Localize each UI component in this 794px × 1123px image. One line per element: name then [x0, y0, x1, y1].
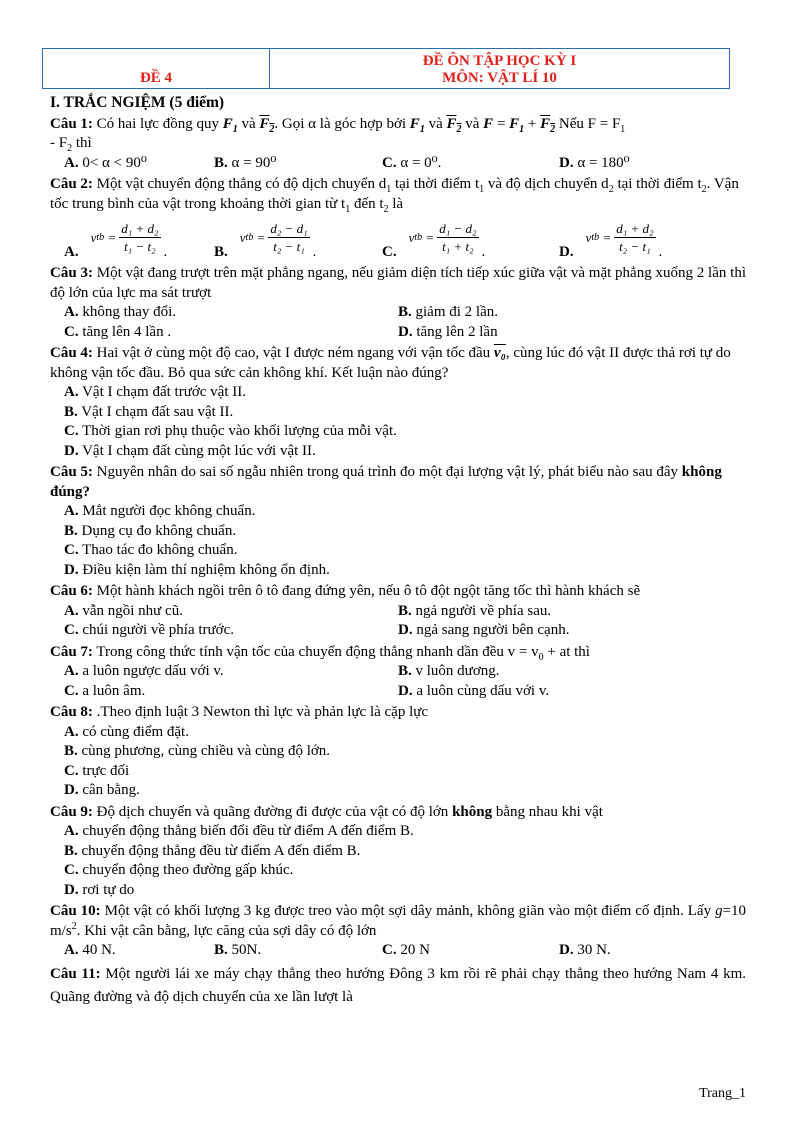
exam-header: [42, 48, 730, 89]
question-2-options: [50, 214, 746, 262]
q8-option-d[interactable]: D. cân bằng.: [64, 782, 140, 798]
q4-option-d[interactable]: D. Vật I chạm đất cùng một lúc với vật II.: [64, 442, 316, 459]
q6-option-b[interactable]: B. ngả người về phía sau.: [398, 602, 552, 619]
exam-code: ĐỀ 4: [43, 49, 270, 89]
q10-option-a[interactable]: A. 40 N.: [64, 942, 116, 958]
question-11-stem: Câu 11: Một người lái xe máy chạy thẳng theo hướng Đông 3 km rồi rẽ phải chạy thẳng theo hướng Nam 4 km. Quãng đường và độ dịch chuyển của xe lần lượt là: [50, 965, 747, 1005]
q7-option-b[interactable]: B. v luôn dương.: [398, 663, 500, 679]
question-8: [50, 703, 746, 801]
q2-option-a[interactable]: A. v tb = d₁ + d₂ t₁ − t₂ .: [64, 221, 168, 260]
q10-option-c[interactable]: C. 20 N: [382, 942, 430, 958]
question-5-stem: Câu 5: Nguyên nhân do sai số ngẫu nhiên trong quá trình đo một đại lượng vật lý, phát biểu nào sau đây không đúng?: [50, 464, 722, 500]
question-9: [50, 803, 746, 901]
question-2: [50, 175, 746, 262]
question-4-stem: Câu 4: Hai vật ở cùng một độ cao, vật I được ném ngang với vận tốc đầu v₀, cùng lúc đó vật II được thả rơi tự do không vận tốc đầu. Bỏ qua sức cản không khí. Kết luận nào đúng?: [50, 345, 731, 381]
question-11: [50, 963, 746, 1009]
q4-option-c[interactable]: C. Thời gian rơi phụ thuộc vào khối lượng của mỗi vật.: [64, 423, 397, 439]
question-2-stem: Câu 2: Một vật chuyển động thẳng có độ dịch chuyển $d_1$ tại thời điểm $t_1$ và độ dịch chuyển $d_2$ tại thời điểm $t_2$. Vận tốc trung bình của vật trong khoảng thời gian từ $t_1$ đến $t_2$ là: [50, 176, 739, 215]
question-6: [50, 582, 746, 641]
q3-option-b[interactable]: B. giảm đi 2 lần.: [398, 304, 499, 320]
q5-option-b[interactable]: B. Dụng cụ đo không chuẩn.: [64, 522, 237, 539]
question-3-stem: Câu 3: Một vật đang trượt trên mặt phẳng ngang, nếu giảm diện tích tiếp xúc giữa vật và mặt phẳng xuống 2 lần thì độ lớn của lực ma sát trượt: [50, 265, 746, 301]
q2-option-c[interactable]: C. v tb = d₁ − d₂ t₁ + t₂ .: [382, 221, 486, 260]
question-1: Câu 1: Có hai lực đồng quy $F_1$ và $F_2$. Gọi α là góc hợp bởi $F_1$ và $F_2$ và $F = F_1 + F_2$ Nếu $F = F_1$ - $F_2$ thì A. 0< α < 90⁰ B. α = 90⁰ C. α = 0⁰. D. α = 180⁰: [50, 115, 746, 174]
section-title: I. TRẮC NGIỆM (5 điểm): [50, 94, 225, 111]
q7-option-d[interactable]: D. a luôn cùng dấu với v.: [398, 682, 550, 699]
q9-option-d[interactable]: D. rơi tự do: [64, 881, 135, 898]
question-5: [50, 463, 746, 580]
q6-option-d[interactable]: D. ngả sang người bên cạnh.: [398, 622, 570, 638]
q7-option-c[interactable]: C. a luôn âm.: [64, 682, 146, 699]
q6-option-c[interactable]: C. chúi người về phía trước.: [64, 622, 235, 638]
q4-option-b[interactable]: B. Vật I chạm đất sau vật II.: [64, 403, 234, 420]
question-3: [50, 264, 746, 342]
q3-option-c[interactable]: C. tăng lên 4 lần .: [64, 323, 172, 340]
q3-option-d[interactable]: D. tăng lên 2 lần: [398, 323, 498, 340]
q4-option-a[interactable]: A. Vật I chạm đất trước vật II.: [64, 384, 246, 400]
q9-option-a[interactable]: A. chuyển động thẳng biến đổi đều từ điểm A đến điểm B.: [64, 823, 414, 839]
q5-option-c[interactable]: C. Thao tác đo không chuẩn.: [64, 542, 238, 558]
question-10-stem: Câu 10: Một vật có khối lượng 3 kg được treo vào một sợi dây mảnh, không giãn vào một điểm cố định. Lấy g=10 $m/s^2$. Khi vật cân bằng, lực căng của sợi dây có độ lớn: [50, 903, 747, 939]
q1-option-c[interactable]: C. α = 0⁰.: [382, 154, 442, 171]
question-7-stem: Câu 7: Trong công thức tính vận tốc của chuyển động thẳng nhanh dần đều $v = v_0$ + at thì: [50, 643, 590, 663]
question-1-stem: Câu 1: Có hai lực đồng quy $F_1$ và $F_2$. Gọi α là góc hợp bởi $F_1$ và $F_2$ và $F = F_1 + F_2$ Nếu $F = F_1$: [50, 115, 626, 135]
q2-option-b[interactable]: B. v tb = d₂ − d₁ t₂ − t₁ .: [214, 221, 317, 260]
q9-option-c[interactable]: C. chuyển động theo đường gấp khúc.: [64, 862, 294, 878]
q8-option-a[interactable]: A. có cùng điểm đặt.: [64, 723, 189, 740]
q9-option-b[interactable]: B. chuyển động thẳng đều từ điểm A đến điểm B.: [64, 842, 361, 859]
question-6-stem: Câu 6: Một hành khách ngồi trên ô tô đang đứng yên, nếu ô tô đột ngột tăng tốc thì hành khách sẽ: [50, 583, 641, 599]
q8-option-b[interactable]: B. cùng phương, cùng chiều và cùng độ lớn.: [64, 743, 331, 759]
q10-option-d[interactable]: D. 30 N.: [559, 942, 611, 958]
question-7: [50, 643, 746, 702]
q1-option-b[interactable]: B. α = 90⁰: [214, 154, 277, 171]
q3-option-a[interactable]: A. không thay đổi.: [64, 304, 177, 320]
q8-option-c[interactable]: C. trực đối: [64, 762, 130, 779]
question-10: [50, 902, 746, 961]
q1-option-a[interactable]: A. 0< α < 90⁰: [64, 154, 147, 171]
exam-subject: MÔN: VẬT LÍ 10: [442, 70, 557, 86]
q1-option-d[interactable]: D. α = 180⁰: [559, 154, 630, 171]
q7-option-a[interactable]: A. a luôn ngược dấu với v.: [64, 663, 224, 679]
question-4: [50, 344, 746, 461]
q6-option-a[interactable]: A. vẫn ngồi như cũ.: [64, 602, 183, 619]
q5-option-d[interactable]: D. Điều kiện làm thí nghiệm không ổn định.: [64, 561, 330, 578]
question-9-stem: Câu 9: Độ dịch chuyển và quãng đường đi được của vật có độ lớn không bằng nhau khi vật: [50, 803, 603, 820]
exam-page: [50, 48, 746, 1009]
q10-option-b[interactable]: B. 50N.: [214, 942, 262, 958]
q5-option-a[interactable]: A. Mắt người đọc không chuẩn.: [64, 503, 256, 519]
question-10-options: [50, 941, 746, 961]
exam-title: ĐỀ ÔN TẬP HỌC KỲ I: [422, 53, 577, 69]
page-number: Trang_1: [699, 1086, 746, 1101]
question-1-options: [50, 154, 746, 174]
q2-option-d[interactable]: D. v tb = d₁ + d₂ t₂ − t₁ .: [559, 221, 663, 260]
exam-title-cell: [270, 49, 730, 89]
question-8-stem: Câu 8: .Theo định luật 3 Newton thì lực và phản lực là cặp lực: [50, 704, 429, 720]
